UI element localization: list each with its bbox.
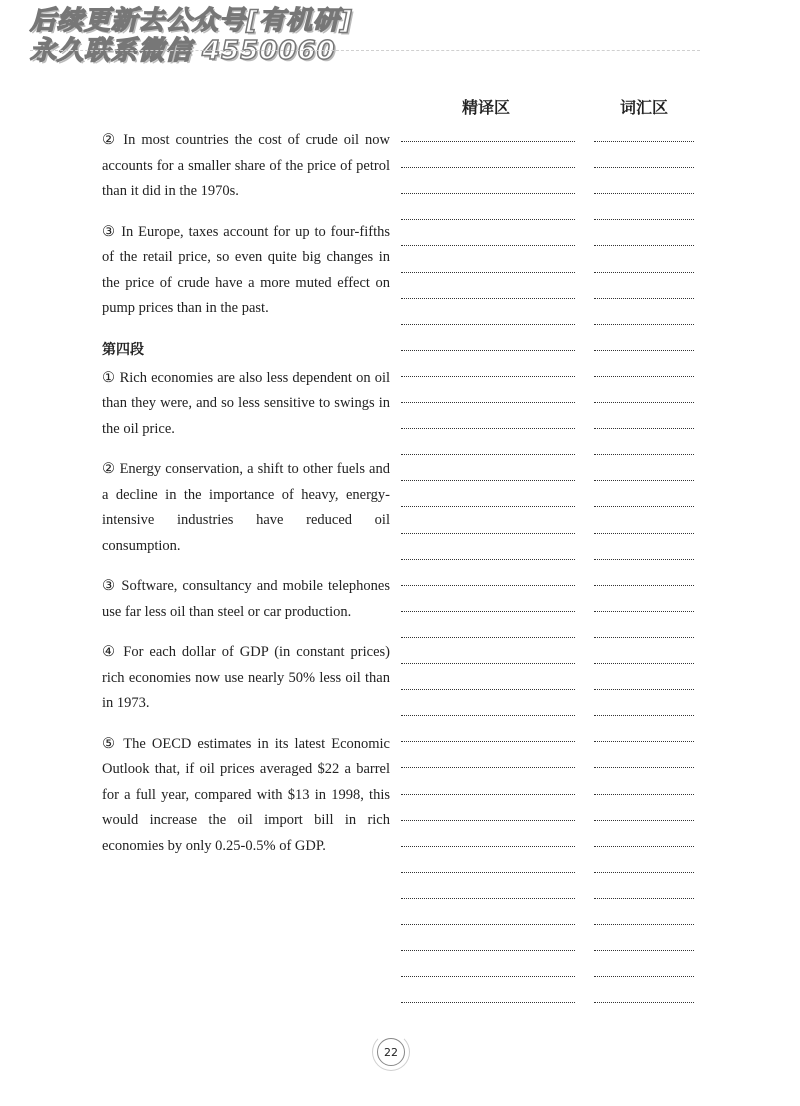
vocabulary-line	[594, 350, 694, 351]
vocabulary-line	[594, 480, 694, 481]
translation-line	[401, 559, 575, 560]
vocabulary-line	[594, 272, 694, 273]
translation-line	[401, 480, 575, 481]
translation-line	[401, 715, 575, 716]
vocabulary-line	[594, 167, 694, 168]
translation-line	[401, 611, 575, 612]
paragraph: ③ In Europe, taxes account for up to four-fifths of the retail price, so even quite big changes in the price of crude have a more muted effect on pump prices than in the past.	[102, 223, 390, 316]
paragraph: ④ For each dollar of GDP (in constant prices) rich economies now use nearly 50% less oil than in 1973.	[102, 644, 390, 711]
translation-line	[401, 794, 575, 795]
vocabulary-line	[594, 376, 694, 377]
page-number: 22	[377, 1038, 405, 1066]
translation-line	[401, 350, 575, 351]
paragraph: ② In most countries the cost of crude oil now accounts for a smaller share of the price of petrol than it did in the 1970s.	[102, 132, 390, 199]
translation-line	[401, 376, 575, 377]
paragraph: ⑤ The OECD estimates in its latest Economic Outlook that, if oil prices averaged $22 a barrel for a full year, compared with $13 in 1998, this would increase the oil import bill in rich economies by only 0.25-0.5% of GDP.	[102, 735, 390, 854]
vocabulary-line	[594, 715, 694, 716]
translation-line	[401, 167, 575, 168]
vocabulary-line	[594, 846, 694, 847]
translation-line	[401, 1002, 575, 1003]
paragraph: ③ Software, consultancy and mobile telephones use far less oil than steel or car production.	[102, 578, 390, 620]
translation-line	[401, 663, 575, 664]
passage-text	[102, 128, 390, 874]
translation-line	[401, 533, 575, 534]
vocabulary-line	[594, 663, 694, 664]
vocabulary-line	[594, 820, 694, 821]
vocabulary-column-heading: 词汇区	[620, 98, 669, 117]
vocabulary-line	[594, 689, 694, 690]
vocabulary-line	[594, 533, 694, 534]
vocabulary-line	[594, 585, 694, 586]
translation-column-heading: 精译区	[462, 98, 511, 117]
vocabulary-line	[594, 219, 694, 220]
vocabulary-line	[594, 506, 694, 507]
translation-line	[401, 193, 575, 194]
translation-line	[401, 637, 575, 638]
vocabulary-line	[594, 898, 694, 899]
translation-line	[401, 689, 575, 690]
translation-line	[401, 324, 575, 325]
vocabulary-line	[594, 924, 694, 925]
paragraph: ② Energy conservation, a shift to other fuels and a decline in the importance of heavy, energy-intensive industries have reduced oil consumption.	[102, 461, 390, 554]
translation-line	[401, 506, 575, 507]
translation-line	[401, 585, 575, 586]
translation-line	[401, 846, 575, 847]
vocabulary-line	[594, 1002, 694, 1003]
vocabulary-line	[594, 794, 694, 795]
vocabulary-line	[594, 872, 694, 873]
translation-line	[401, 219, 575, 220]
header-divider	[30, 50, 700, 51]
translation-line	[401, 950, 575, 951]
vocabulary-line	[594, 454, 694, 455]
vocabulary-line	[594, 324, 694, 325]
vocabulary-line	[594, 950, 694, 951]
translation-line	[401, 924, 575, 925]
vocabulary-line	[594, 428, 694, 429]
vocabulary-line	[594, 245, 694, 246]
translation-line	[401, 741, 575, 742]
translation-line	[401, 245, 575, 246]
section-heading: 第四段	[102, 341, 144, 358]
vocabulary-line	[594, 611, 694, 612]
vocabulary-line	[594, 193, 694, 194]
vocabulary-line	[594, 559, 694, 560]
translation-line	[401, 141, 575, 142]
translation-line	[401, 402, 575, 403]
translation-line	[401, 298, 575, 299]
translation-line	[401, 976, 575, 977]
translation-line	[401, 767, 575, 768]
vocabulary-line	[594, 767, 694, 768]
translation-line	[401, 820, 575, 821]
translation-line	[401, 898, 575, 899]
watermark	[30, 6, 353, 66]
translation-line	[401, 428, 575, 429]
translation-line	[401, 454, 575, 455]
vocabulary-line	[594, 976, 694, 977]
paragraph: ① Rich economies are also less dependent on oil than they were, and so less sensitive to swings in the oil price.	[102, 369, 390, 437]
watermark-line-1: 后续更新去公众号[有机研]	[30, 6, 353, 36]
vocabulary-line	[594, 141, 694, 142]
watermark-line-2: 永久联系微信 4550060	[30, 36, 336, 66]
vocabulary-line	[594, 637, 694, 638]
translation-line	[401, 272, 575, 273]
vocabulary-line	[594, 741, 694, 742]
vocabulary-line	[594, 402, 694, 403]
vocabulary-line	[594, 298, 694, 299]
translation-line	[401, 872, 575, 873]
